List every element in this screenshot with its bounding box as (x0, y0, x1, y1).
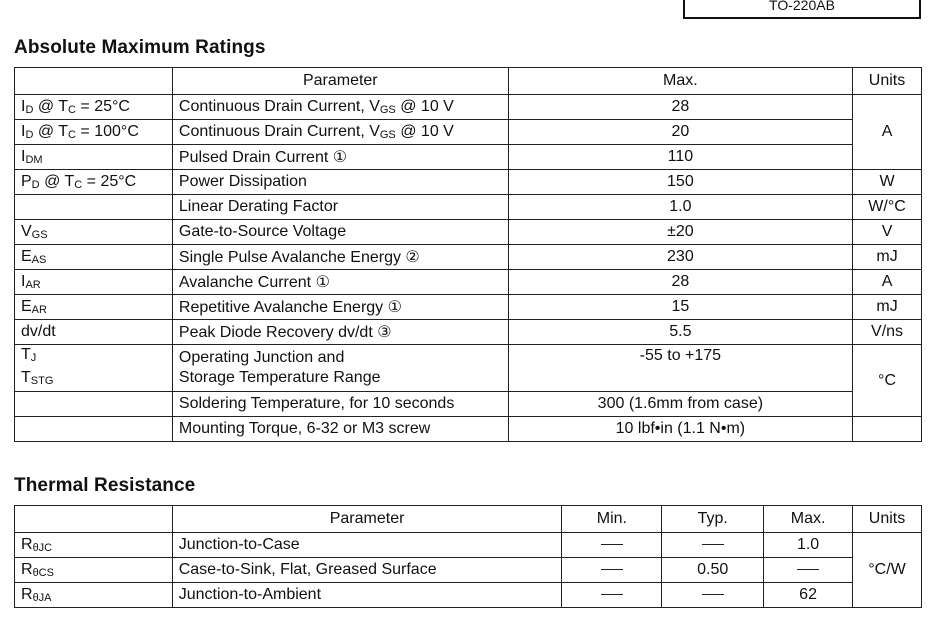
package-label-box (683, 0, 921, 19)
unit-cell: W/°C (853, 195, 922, 220)
unit-cell: V (853, 220, 922, 245)
parameter-cell: Avalanche Current ① (172, 270, 508, 295)
table-row (15, 583, 922, 608)
parameter-cell: Power Dissipation (172, 170, 508, 195)
min-cell (562, 558, 662, 583)
max-cell (764, 558, 853, 583)
symbol-cell: RθCS (15, 558, 173, 583)
dash-mark (702, 594, 724, 595)
amr-title: Absolute Maximum Ratings (14, 37, 266, 58)
thermal-header-min: Min. (562, 506, 662, 533)
symbol-cell (15, 195, 173, 220)
max-cell: 15 (508, 295, 852, 320)
amr-header-row (15, 68, 922, 95)
thermal-header-row (15, 506, 922, 533)
table-row (15, 195, 922, 220)
parameter-cell: Linear Derating Factor (172, 195, 508, 220)
thermal-title: Thermal Resistance (14, 475, 196, 496)
symbol-cell: dv/dt (15, 320, 173, 345)
max-cell: 20 (508, 120, 852, 145)
parameter-cell: Junction-to-Case (172, 533, 562, 558)
symbol-cell (15, 392, 173, 417)
unit-cell: V/ns (853, 320, 922, 345)
table-row (15, 95, 922, 120)
unit-cell (853, 417, 922, 442)
max-cell: 1.0 (508, 195, 852, 220)
amr-header-symbol (15, 68, 173, 95)
thermal-header-units: Units (853, 506, 922, 533)
table-row (15, 533, 922, 558)
table-row (15, 170, 922, 195)
amr-table (14, 67, 922, 442)
symbol-cell: PD @ TC = 25°C (15, 170, 173, 195)
dash-mark (601, 594, 623, 595)
max-cell: 1.0 (764, 533, 853, 558)
max-cell: 300 (1.6mm from case) (508, 392, 852, 417)
max-cell: ±20 (508, 220, 852, 245)
symbol-cell: ID @ TC = 25°C (15, 95, 173, 120)
unit-cell: °C (853, 345, 922, 417)
symbol-cell: VGS (15, 220, 173, 245)
parameter-cell: Repetitive Avalanche Energy ① (172, 295, 508, 320)
thermal-table (14, 505, 922, 608)
parameter-cell: Pulsed Drain Current ① (172, 145, 508, 170)
max-cell: 62 (764, 583, 853, 608)
dash-mark (601, 544, 623, 545)
symbol-cell: RθJA (15, 583, 173, 608)
unit-cell: A (853, 270, 922, 295)
table-row (15, 417, 922, 442)
typ-cell: 0.50 (662, 558, 764, 583)
min-cell (562, 583, 662, 608)
dash-mark (601, 569, 623, 570)
unit-cell: W (853, 170, 922, 195)
symbol-cell: EAR (15, 295, 173, 320)
table-row (15, 220, 922, 245)
thermal-header-symbol (15, 506, 173, 533)
min-cell (562, 533, 662, 558)
table-row (15, 392, 922, 417)
parameter-cell: Peak Diode Recovery dv/dt ③ (172, 320, 508, 345)
parameter-cell: Case-to-Sink, Flat, Greased Surface (172, 558, 562, 583)
amr-header-parameter: Parameter (172, 68, 508, 95)
amr-header-units: Units (853, 68, 922, 95)
table-row (15, 295, 922, 320)
unit-cell: A (853, 95, 922, 170)
max-cell: 28 (508, 270, 852, 295)
unit-cell: mJ (853, 295, 922, 320)
max-cell: 5.5 (508, 320, 852, 345)
max-cell: 10 lbf•in (1.1 N•m) (508, 417, 852, 442)
symbol-cell: TJ TSTG (15, 345, 173, 392)
package-label: TO-220AB (769, 0, 835, 13)
parameter-cell: Soldering Temperature, for 10 seconds (172, 392, 508, 417)
parameter-cell: Junction-to-Ambient (172, 583, 562, 608)
thermal-header-parameter: Parameter (172, 506, 562, 533)
symbol-cell: IAR (15, 270, 173, 295)
symbol-cell: ID @ TC = 100°C (15, 120, 173, 145)
table-row (15, 558, 922, 583)
table-row (15, 245, 922, 270)
parameter-cell: Continuous Drain Current, VGS @ 10 V (172, 120, 508, 145)
typ-cell (662, 583, 764, 608)
dash-mark (702, 544, 724, 545)
table-row (15, 345, 922, 392)
max-cell: 110 (508, 145, 852, 170)
table-row (15, 120, 922, 145)
max-cell: 150 (508, 170, 852, 195)
parameter-cell: Operating Junction and Storage Temperature Range (172, 345, 508, 392)
symbol-cell: RθJC (15, 533, 173, 558)
parameter-cell: Mounting Torque, 6-32 or M3 screw (172, 417, 508, 442)
table-row (15, 145, 922, 170)
thermal-header-max: Max. (764, 506, 853, 533)
max-cell: 230 (508, 245, 852, 270)
unit-cell: mJ (853, 245, 922, 270)
symbol-cell: EAS (15, 245, 173, 270)
typ-cell (662, 533, 764, 558)
amr-header-max: Max. (508, 68, 852, 95)
max-cell: -55 to +175 (508, 345, 852, 392)
table-row (15, 320, 922, 345)
symbol-cell (15, 417, 173, 442)
dash-mark (797, 569, 819, 570)
symbol-cell: IDM (15, 145, 173, 170)
table-row (15, 270, 922, 295)
parameter-cell: Continuous Drain Current, VGS @ 10 V (172, 95, 508, 120)
parameter-cell: Gate-to-Source Voltage (172, 220, 508, 245)
parameter-cell: Single Pulse Avalanche Energy ② (172, 245, 508, 270)
thermal-header-typ: Typ. (662, 506, 764, 533)
max-cell: 28 (508, 95, 852, 120)
unit-cell: °C/W (853, 533, 922, 608)
